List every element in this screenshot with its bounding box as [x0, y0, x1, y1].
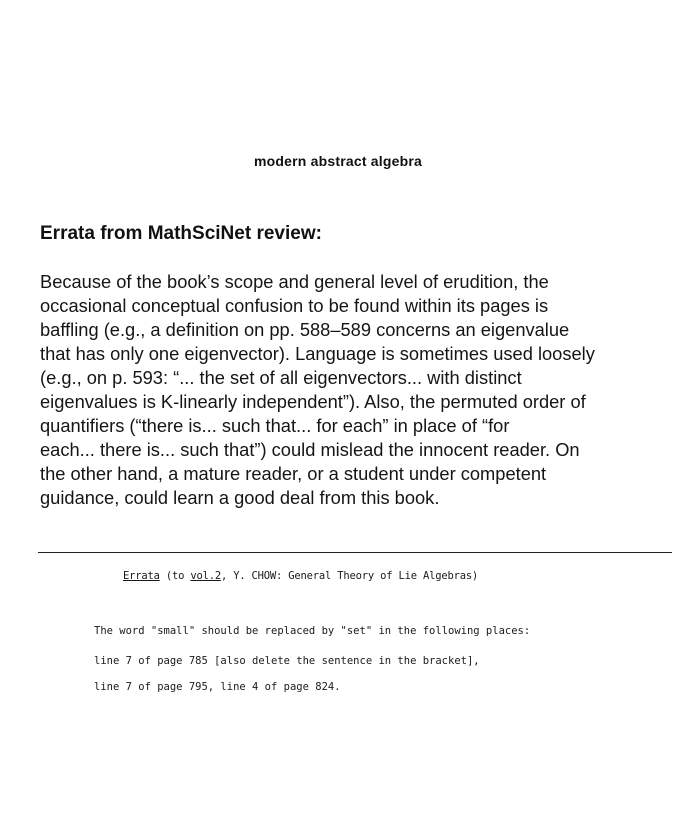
review-line: baffling (e.g., a definition on pp. 588–589 concerns an eigenvalue [40, 319, 570, 340]
review-line: each... there is... such that”) could mislead the innocent reader. On [40, 439, 580, 460]
typed-errata-header [123, 570, 478, 582]
review-line: Because of the book’s scope and general level of erudition, the [40, 271, 549, 292]
errata-word: Errata [123, 570, 160, 582]
review-line: that has only one eigenvector). Language is sometimes used loosely [40, 343, 595, 364]
errata-volume: vol.2 [190, 570, 221, 582]
errata-to: (to [159, 570, 191, 582]
section-divider [38, 552, 672, 553]
page-title: modern abstract algebra [254, 153, 422, 169]
review-line: the other hand, a mature reader, or a student under competent [40, 463, 547, 484]
typed-errata-line: line 7 of page 795, line 4 of page 824. [94, 681, 341, 693]
review-line: guidance, could learn a good deal from this book. [40, 487, 440, 508]
typed-errata-line: The word "small" should be replaced by "set" in the following places: [94, 625, 531, 637]
typed-errata-line: line 7 of page 785 [also delete the sentence in the bracket], [94, 655, 480, 667]
review-line: eigenvalues is K-linearly independent”). Also, the permuted order of [40, 391, 586, 412]
review-line: occasional conceptual confusion to be found within its pages is [40, 295, 549, 316]
review-text [40, 270, 680, 510]
review-line: (e.g., on p. 593: “... the set of all eigenvectors... with distinct [40, 367, 522, 388]
review-line: quantifiers (“there is... such that... for each” in place of “for [40, 415, 510, 436]
review-heading: Errata from MathSciNet review: [40, 223, 322, 244]
errata-book-reference: , Y. CHOW: General Theory of Lie Algebras) [220, 570, 479, 582]
